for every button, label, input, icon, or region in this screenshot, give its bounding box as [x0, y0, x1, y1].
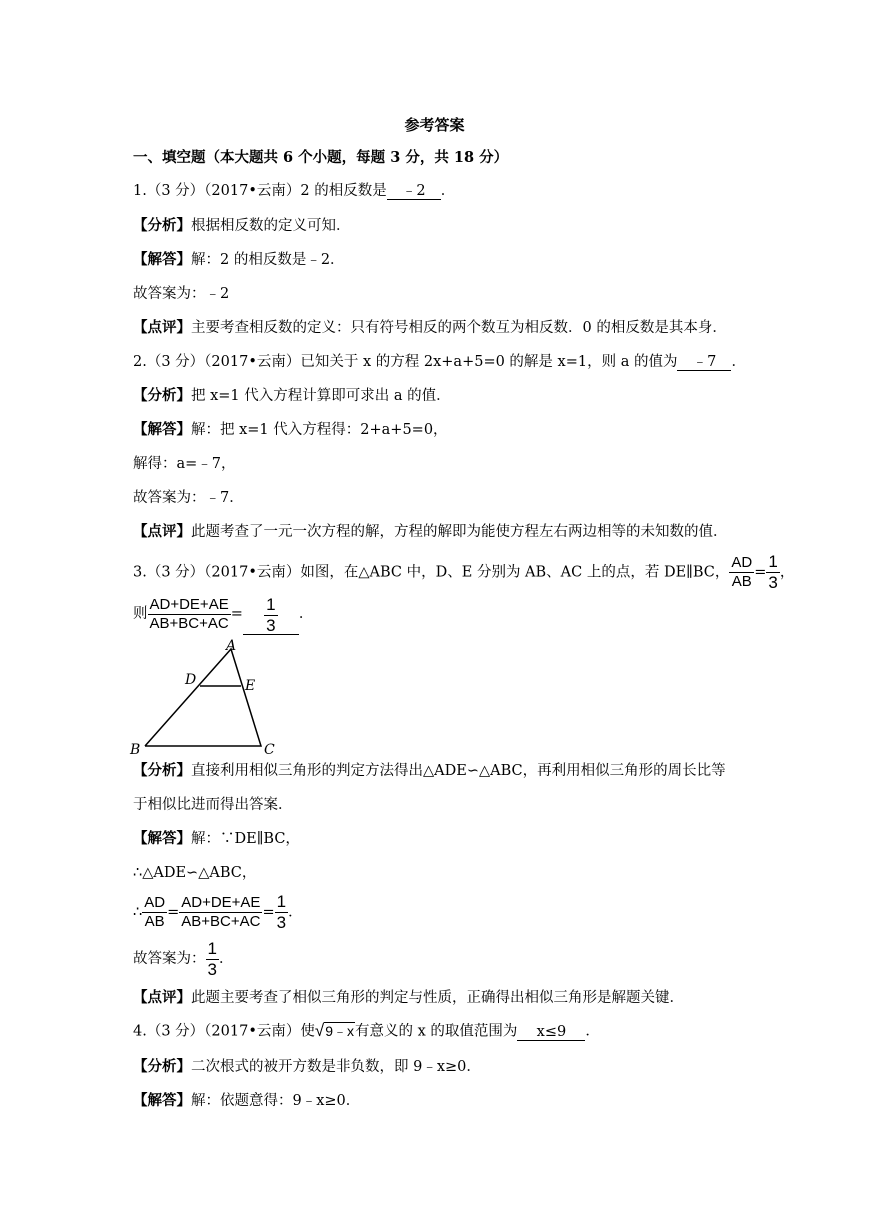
- q3-analysis1: 直接利用相似三角形的判定方法得出△ADE∽△ABC，再利用相似三角形的周长比等: [191, 763, 726, 779]
- q3-deriv-ratio-num: AD: [144, 894, 166, 911]
- q4-stem-pre: 4.（3 分）（2017•云南）使: [133, 1023, 315, 1040]
- q3-derivation-line: ∴ $\frac{AD}{AB}$ = $\frac{AD+DE+AE}{AB+BC+AC}$ = $\frac{1}{3}$ ．: [133, 892, 303, 932]
- q4-stem-post: 有意义的 x 的取值范围为: [355, 1023, 518, 1040]
- q4-solution: 解：依题意得：9﹣x≥0．: [191, 1093, 361, 1109]
- q3-given-value-num: 1: [768, 552, 778, 571]
- q3-analysis-tag: 【分析】: [133, 762, 191, 779]
- q1-solution-line: [133, 250, 345, 270]
- q1-analysis-tag: 【分析】: [133, 217, 191, 234]
- q1-comment-line: [133, 318, 727, 338]
- q3-stem-line: 3.（3 分）（2017•云南）如图，在△ABC 中，D、E 分别为 AB、AC 上的点，若 DE∥BC， $\frac{AD}{AB}$ = $\frac{1}{3}$ ，: [133, 552, 795, 592]
- q3-deriv-per: [179, 894, 262, 931]
- q2-comment: 此题考查了一元一次方程的解，方程的解即为能使方程左右两边相等的未知数的值．: [191, 524, 728, 540]
- q3-therefore: ∴: [133, 904, 143, 921]
- q3-stem: 3.（3 分）（2017•云南）如图，在△ABC 中，D、E 分别为 AB、AC 上的点，若 DE∥BC，: [133, 564, 730, 581]
- q3-given-value: [766, 552, 779, 593]
- triangle-outline: [145, 649, 261, 746]
- q1-solution-tag: 【解答】: [133, 251, 191, 268]
- q2-comment-line: [133, 522, 728, 542]
- q3-deriv-ratio-den: AB: [144, 913, 165, 930]
- q3-then: 则: [133, 606, 148, 622]
- q3-given-value-den: 3: [768, 573, 778, 592]
- q2-analysis: 把 x=1 代入方程计算即可求出 a 的值．: [191, 388, 451, 404]
- q3-comment-tag: 【点评】: [133, 989, 191, 1006]
- q3-per-den: AB+BC+AC: [149, 614, 229, 632]
- label-a: A: [226, 638, 237, 654]
- q2-stem-line: 2.（3 分）（2017•云南）已知关于 x 的方程 2x+a+5=0 的解是 x=1，则 a 的值为 ﹣7 ．: [133, 354, 746, 370]
- q4-analysis-line: [133, 1057, 481, 1077]
- radical-sign: √: [314, 1021, 325, 1040]
- q3-final: 故答案为：: [133, 951, 206, 967]
- label-b: B: [130, 742, 141, 758]
- q4-answer: x≤9: [517, 1024, 585, 1041]
- q1-answer: ﹣2: [387, 183, 441, 200]
- q3-final-line: 故答案为： $\frac{1}{3}$ ．: [133, 938, 234, 979]
- q3-deriv-ratio: [142, 894, 167, 931]
- q4-solution-tag: 【解答】: [133, 1092, 191, 1109]
- q3-analysis2: 于相似比进而得出答案．: [133, 797, 293, 813]
- q3-solution1: 解：∵DE∥BC，: [191, 831, 300, 847]
- label-c: C: [264, 742, 275, 758]
- q3-per-num: AD+DE+AE: [149, 595, 229, 613]
- q2-solution-tag: 【解答】: [133, 421, 191, 438]
- q3-deriv-value: [275, 892, 288, 933]
- q2-stem: 2.（3 分）（2017•云南）已知关于 x 的方程 2x+a+5=0 的解是 x=1，则 a 的值为: [133, 354, 678, 370]
- label-d: D: [185, 672, 197, 688]
- q2-final: 故答案为：﹣7．: [133, 490, 244, 506]
- q3-solution2: ∴△ADE∽△ABC，: [133, 865, 257, 881]
- q3-deriv-per-den: AB+BC+AC: [181, 913, 261, 930]
- label-e: E: [245, 678, 256, 694]
- q1-solution: 解：2 的相反数是﹣2．: [191, 252, 345, 268]
- q3-answer-num: 1: [266, 594, 276, 614]
- q2-analysis-line: [133, 386, 451, 406]
- q3-ratio-num: AD: [731, 554, 753, 571]
- sqrt-expression: [315, 1021, 355, 1042]
- q1-stem-line: 1.（3 分）（2017•云南）2 的相反数是 ﹣2 ．: [133, 183, 456, 199]
- q3-comment-line: [133, 988, 684, 1008]
- q3-final-den: 3: [207, 959, 217, 979]
- q3-answer-den: 3: [266, 615, 276, 635]
- q1-comment: 主要考查相反数的定义：只有符号相反的两个数互为相反数．0 的相反数是其本身．: [191, 320, 727, 336]
- q3-solution-line: [133, 829, 300, 849]
- section-heading: 一、填空题（本大题共 6 个小题，每题 3 分，共 18 分）: [133, 149, 509, 166]
- q3-comment: 此题主要考查了相似三角形的判定与性质，正确得出相似三角形是解题关键．: [191, 990, 684, 1006]
- q4-stem-line: 4.（3 分）（2017•云南）使√9﹣x有意义的 x 的取值范围为 x≤9 ．: [133, 1021, 600, 1040]
- q4-radicand: 9﹣x: [325, 1023, 355, 1039]
- triangle-figure: [128, 638, 288, 758]
- q3-analysis-line1: [133, 761, 726, 781]
- q3-perimeter-ratio: [148, 596, 231, 633]
- q1-analysis: 根据相反数的定义可知．: [191, 218, 351, 234]
- q3-final-num: 1: [207, 938, 217, 958]
- page-title: 参考答案: [404, 116, 465, 134]
- q3-final-value: [206, 939, 219, 980]
- q3-deriv-value-num: 1: [276, 892, 287, 911]
- q3-solution-tag: 【解答】: [133, 830, 191, 847]
- q4-analysis: 二次根式的被开方数是非负数，即 9﹣x≥0．: [191, 1059, 481, 1075]
- q4-solution-line: [133, 1091, 360, 1111]
- q2-solution: 解：把 x=1 代入方程得：2+a+5=0，: [191, 422, 448, 438]
- q3-deriv-per-num: AD+DE+AE: [181, 894, 261, 911]
- q3-ratio-den: AB: [731, 573, 752, 590]
- q1-analysis-line: [133, 216, 351, 236]
- q3-answer: [243, 595, 299, 635]
- q2-analysis-tag: 【分析】: [133, 387, 191, 404]
- q1-comment-tag: 【点评】: [133, 319, 191, 336]
- q3-ask-line: 则 $\frac{AD+DE+AE}{AB+BC+AC}$ = $\frac{1}{3}$ ．: [133, 594, 314, 635]
- q3-given-ratio: [729, 554, 754, 591]
- q2-answer: ﹣7: [677, 354, 731, 371]
- q2-solution-line: [133, 420, 448, 440]
- q4-analysis-tag: 【分析】: [133, 1058, 191, 1075]
- q1-stem: 1.（3 分）（2017•云南）2 的相反数是: [133, 183, 387, 199]
- q2-solve: 解得：a=﹣7，: [133, 456, 236, 472]
- q3-deriv-value-den: 3: [276, 913, 287, 932]
- q2-comment-tag: 【点评】: [133, 523, 191, 540]
- q1-final: 故答案为：﹣2: [133, 286, 230, 302]
